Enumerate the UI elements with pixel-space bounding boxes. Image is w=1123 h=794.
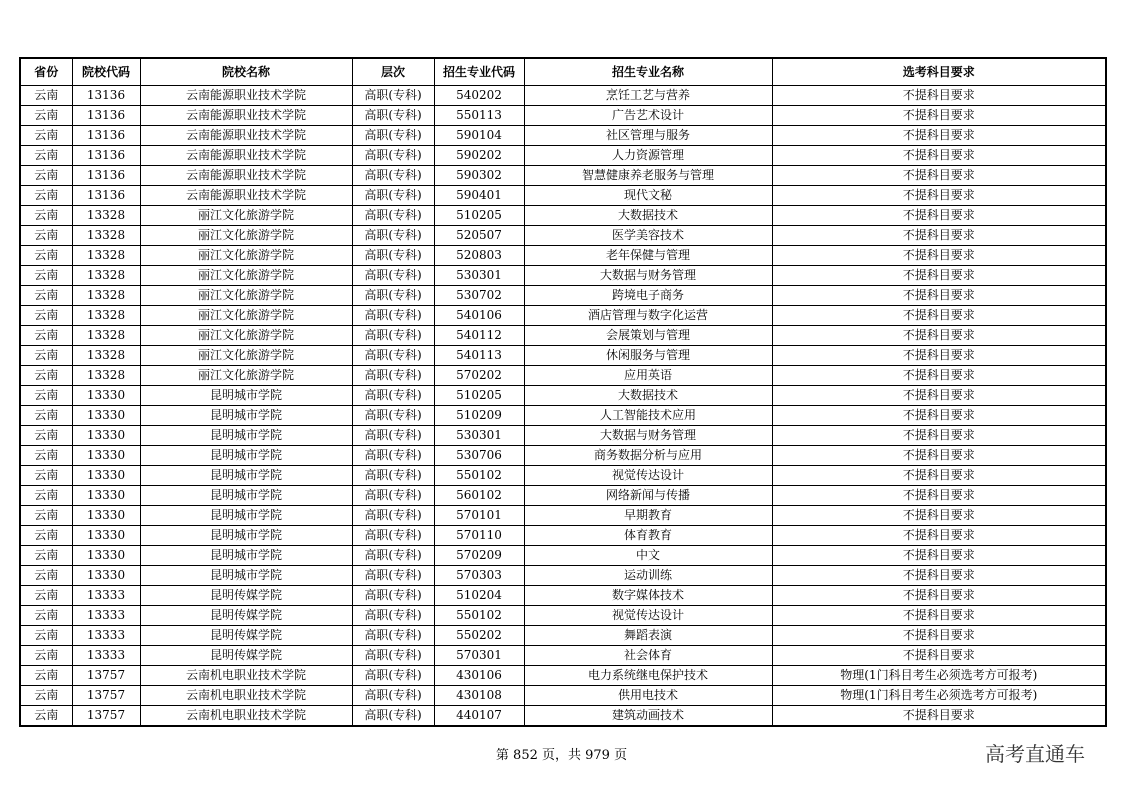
header-subject-req: 选考科目要求	[772, 58, 1106, 86]
table-row	[20, 686, 1106, 706]
cell-subject-req: 不提科目要求	[772, 346, 1106, 366]
cell-major-name: 广告艺术设计	[524, 106, 772, 126]
cell-major-name: 休闲服务与管理	[524, 346, 772, 366]
cell-subject-req: 不提科目要求	[772, 606, 1106, 626]
cell-school-name: 昆明城市学院	[140, 566, 352, 586]
cell-school-name: 丽江文化旅游学院	[140, 226, 352, 246]
cell-major-code: 510205	[434, 386, 524, 406]
cell-major-code: 430108	[434, 686, 524, 706]
cell-level: 高职(专科)	[352, 366, 434, 386]
header-school-code: 院校代码	[72, 58, 140, 86]
cell-school-code: 13328	[72, 246, 140, 266]
table-row	[20, 266, 1106, 286]
cell-province: 云南	[20, 526, 72, 546]
cell-major-name: 人工智能技术应用	[524, 406, 772, 426]
cell-level: 高职(专科)	[352, 306, 434, 326]
cell-subject-req: 物理(1门科目考生必须选考方可报考)	[772, 666, 1106, 686]
cell-school-name: 丽江文化旅游学院	[140, 206, 352, 226]
cell-school-name: 云南能源职业技术学院	[140, 126, 352, 146]
cell-major-name: 社区管理与服务	[524, 126, 772, 146]
cell-school-name: 昆明城市学院	[140, 386, 352, 406]
cell-major-code: 530301	[434, 266, 524, 286]
table-row	[20, 86, 1106, 106]
cell-level: 高职(专科)	[352, 666, 434, 686]
cell-school-code: 13330	[72, 466, 140, 486]
cell-province: 云南	[20, 626, 72, 646]
cell-school-code: 13136	[72, 186, 140, 206]
cell-major-code: 510209	[434, 406, 524, 426]
cell-school-code: 13328	[72, 326, 140, 346]
cell-school-code: 13328	[72, 346, 140, 366]
cell-school-name: 丽江文化旅游学院	[140, 346, 352, 366]
cell-level: 高职(专科)	[352, 546, 434, 566]
table-row	[20, 286, 1106, 306]
header-major-code: 招生专业代码	[434, 58, 524, 86]
cell-school-code: 13330	[72, 506, 140, 526]
table-row	[20, 546, 1106, 566]
cell-school-code: 13330	[72, 546, 140, 566]
cell-province: 云南	[20, 466, 72, 486]
cell-school-code: 13330	[72, 566, 140, 586]
cell-school-code: 13330	[72, 526, 140, 546]
cell-province: 云南	[20, 646, 72, 666]
cell-major-name: 医学美容技术	[524, 226, 772, 246]
cell-province: 云南	[20, 486, 72, 506]
cell-level: 高职(专科)	[352, 226, 434, 246]
table-row	[20, 346, 1106, 366]
cell-province: 云南	[20, 706, 72, 727]
cell-level: 高职(专科)	[352, 206, 434, 226]
header-province: 省份	[20, 58, 72, 86]
cell-school-name: 昆明城市学院	[140, 466, 352, 486]
cell-province: 云南	[20, 386, 72, 406]
cell-level: 高职(专科)	[352, 266, 434, 286]
cell-province: 云南	[20, 446, 72, 466]
cell-major-name: 大数据与财务管理	[524, 266, 772, 286]
cell-school-name: 昆明城市学院	[140, 426, 352, 446]
cell-subject-req: 不提科目要求	[772, 546, 1106, 566]
cell-major-code: 560102	[434, 486, 524, 506]
cell-major-name: 数字媒体技术	[524, 586, 772, 606]
cell-level: 高职(专科)	[352, 626, 434, 646]
cell-major-code: 550102	[434, 466, 524, 486]
cell-major-code: 570110	[434, 526, 524, 546]
table-row	[20, 106, 1106, 126]
table-row	[20, 446, 1106, 466]
cell-level: 高职(专科)	[352, 86, 434, 106]
table-body	[20, 86, 1106, 727]
cell-subject-req: 不提科目要求	[772, 426, 1106, 446]
cell-school-name: 昆明传媒学院	[140, 626, 352, 646]
cell-level: 高职(专科)	[352, 466, 434, 486]
cell-province: 云南	[20, 326, 72, 346]
cell-major-name: 酒店管理与数字化运营	[524, 306, 772, 326]
cell-school-name: 云南能源职业技术学院	[140, 186, 352, 206]
cell-school-code: 13330	[72, 426, 140, 446]
cell-school-code: 13136	[72, 86, 140, 106]
cell-province: 云南	[20, 266, 72, 286]
cell-school-code: 13333	[72, 586, 140, 606]
cell-school-name: 云南能源职业技术学院	[140, 166, 352, 186]
cell-subject-req: 不提科目要求	[772, 86, 1106, 106]
cell-major-code: 590302	[434, 166, 524, 186]
cell-major-code: 570101	[434, 506, 524, 526]
cell-subject-req: 不提科目要求	[772, 126, 1106, 146]
cell-major-name: 大数据技术	[524, 386, 772, 406]
table-row	[20, 626, 1106, 646]
cell-subject-req: 不提科目要求	[772, 226, 1106, 246]
cell-major-code: 530702	[434, 286, 524, 306]
cell-major-name: 智慧健康养老服务与管理	[524, 166, 772, 186]
cell-province: 云南	[20, 86, 72, 106]
cell-subject-req: 不提科目要求	[772, 266, 1106, 286]
cell-subject-req: 物理(1门科目考生必须选考方可报考)	[772, 686, 1106, 706]
cell-province: 云南	[20, 346, 72, 366]
cell-school-code: 13328	[72, 266, 140, 286]
cell-subject-req: 不提科目要求	[772, 446, 1106, 466]
cell-major-code: 530301	[434, 426, 524, 446]
cell-school-name: 丽江文化旅游学院	[140, 366, 352, 386]
cell-major-code: 540112	[434, 326, 524, 346]
header-major-name: 招生专业名称	[524, 58, 772, 86]
cell-school-code: 13136	[72, 126, 140, 146]
table-row	[20, 366, 1106, 386]
cell-school-name: 丽江文化旅游学院	[140, 266, 352, 286]
cell-subject-req: 不提科目要求	[772, 706, 1106, 727]
cell-subject-req: 不提科目要求	[772, 386, 1106, 406]
cell-subject-req: 不提科目要求	[772, 186, 1106, 206]
cell-level: 高职(专科)	[352, 586, 434, 606]
cell-major-name: 视觉传达设计	[524, 466, 772, 486]
table-row	[20, 586, 1106, 606]
cell-level: 高职(专科)	[352, 566, 434, 586]
cell-school-name: 昆明城市学院	[140, 546, 352, 566]
cell-school-code: 13136	[72, 146, 140, 166]
cell-school-code: 13328	[72, 286, 140, 306]
cell-major-name: 人力资源管理	[524, 146, 772, 166]
cell-major-name: 老年保健与管理	[524, 246, 772, 266]
cell-school-code: 13330	[72, 406, 140, 426]
page-number: 第 852 页，共 979 页	[495, 748, 628, 763]
cell-school-name: 昆明传媒学院	[140, 646, 352, 666]
admissions-table	[19, 57, 1107, 727]
cell-province: 云南	[20, 226, 72, 246]
cell-level: 高职(专科)	[352, 446, 434, 466]
cell-province: 云南	[20, 186, 72, 206]
cell-subject-req: 不提科目要求	[772, 146, 1106, 166]
table-row	[20, 706, 1106, 727]
cell-major-name: 大数据技术	[524, 206, 772, 226]
cell-province: 云南	[20, 166, 72, 186]
cell-school-code: 13333	[72, 646, 140, 666]
cell-school-code: 13328	[72, 306, 140, 326]
cell-province: 云南	[20, 546, 72, 566]
cell-level: 高职(专科)	[352, 166, 434, 186]
cell-school-name: 昆明传媒学院	[140, 606, 352, 626]
cell-school-name: 昆明城市学院	[140, 406, 352, 426]
cell-school-name: 丽江文化旅游学院	[140, 246, 352, 266]
cell-level: 高职(专科)	[352, 246, 434, 266]
table-row	[20, 166, 1106, 186]
table-row	[20, 246, 1106, 266]
cell-major-name: 建筑动画技术	[524, 706, 772, 727]
cell-subject-req: 不提科目要求	[772, 406, 1106, 426]
cell-level: 高职(专科)	[352, 686, 434, 706]
cell-major-name: 商务数据分析与应用	[524, 446, 772, 466]
cell-major-name: 跨境电子商务	[524, 286, 772, 306]
header-school-name: 院校名称	[140, 58, 352, 86]
cell-major-name: 会展策划与管理	[524, 326, 772, 346]
cell-subject-req: 不提科目要求	[772, 286, 1106, 306]
cell-province: 云南	[20, 126, 72, 146]
cell-school-code: 13136	[72, 166, 140, 186]
cell-school-name: 丽江文化旅游学院	[140, 326, 352, 346]
cell-major-code: 540106	[434, 306, 524, 326]
cell-subject-req: 不提科目要求	[772, 306, 1106, 326]
header-level: 层次	[352, 58, 434, 86]
cell-major-code: 520803	[434, 246, 524, 266]
cell-school-code: 13757	[72, 666, 140, 686]
cell-major-name: 中文	[524, 546, 772, 566]
cell-major-name: 大数据与财务管理	[524, 426, 772, 446]
cell-province: 云南	[20, 686, 72, 706]
cell-subject-req: 不提科目要求	[772, 586, 1106, 606]
cell-major-code: 540202	[434, 86, 524, 106]
cell-major-name: 网络新闻与传播	[524, 486, 772, 506]
table-header-row	[20, 58, 1106, 86]
cell-school-name: 昆明传媒学院	[140, 586, 352, 606]
cell-school-name: 丽江文化旅游学院	[140, 286, 352, 306]
cell-school-code: 13328	[72, 206, 140, 226]
cell-subject-req: 不提科目要求	[772, 326, 1106, 346]
cell-subject-req: 不提科目要求	[772, 106, 1106, 126]
cell-subject-req: 不提科目要求	[772, 246, 1106, 266]
cell-level: 高职(专科)	[352, 506, 434, 526]
cell-subject-req: 不提科目要求	[772, 646, 1106, 666]
cell-level: 高职(专科)	[352, 146, 434, 166]
watermark-text: 高考直通车	[985, 742, 1085, 766]
cell-province: 云南	[20, 106, 72, 126]
table-row	[20, 326, 1106, 346]
cell-level: 高职(专科)	[352, 606, 434, 626]
cell-province: 云南	[20, 366, 72, 386]
cell-school-name: 昆明城市学院	[140, 526, 352, 546]
cell-school-name: 丽江文化旅游学院	[140, 306, 352, 326]
cell-school-name: 云南机电职业技术学院	[140, 686, 352, 706]
cell-major-name: 社会体育	[524, 646, 772, 666]
table-row	[20, 646, 1106, 666]
cell-major-code: 550113	[434, 106, 524, 126]
cell-major-name: 舞蹈表演	[524, 626, 772, 646]
cell-major-name: 现代文秘	[524, 186, 772, 206]
cell-school-name: 云南能源职业技术学院	[140, 86, 352, 106]
cell-level: 高职(专科)	[352, 186, 434, 206]
cell-subject-req: 不提科目要求	[772, 626, 1106, 646]
cell-major-name: 电力系统继电保护技术	[524, 666, 772, 686]
cell-school-code: 13333	[72, 606, 140, 626]
cell-major-name: 体育教育	[524, 526, 772, 546]
cell-subject-req: 不提科目要求	[772, 566, 1106, 586]
table-row	[20, 126, 1106, 146]
cell-school-code: 13757	[72, 686, 140, 706]
cell-level: 高职(专科)	[352, 286, 434, 306]
cell-level: 高职(专科)	[352, 486, 434, 506]
cell-province: 云南	[20, 146, 72, 166]
cell-major-code: 510205	[434, 206, 524, 226]
table-row	[20, 466, 1106, 486]
table-row	[20, 306, 1106, 326]
cell-school-name: 昆明城市学院	[140, 446, 352, 466]
cell-major-name: 供用电技术	[524, 686, 772, 706]
cell-major-code: 520507	[434, 226, 524, 246]
cell-major-code: 590104	[434, 126, 524, 146]
cell-major-code: 430106	[434, 666, 524, 686]
cell-major-code: 550102	[434, 606, 524, 626]
cell-major-name: 运动训练	[524, 566, 772, 586]
cell-level: 高职(专科)	[352, 406, 434, 426]
cell-province: 云南	[20, 586, 72, 606]
cell-subject-req: 不提科目要求	[772, 506, 1106, 526]
table-row	[20, 606, 1106, 626]
cell-school-code: 13757	[72, 706, 140, 727]
cell-major-code: 570303	[434, 566, 524, 586]
cell-major-code: 570209	[434, 546, 524, 566]
cell-province: 云南	[20, 606, 72, 626]
cell-province: 云南	[20, 406, 72, 426]
cell-major-code: 590202	[434, 146, 524, 166]
cell-major-code: 510204	[434, 586, 524, 606]
table-row	[20, 486, 1106, 506]
cell-level: 高职(专科)	[352, 126, 434, 146]
cell-major-name: 烹饪工艺与营养	[524, 86, 772, 106]
cell-level: 高职(专科)	[352, 526, 434, 546]
table-row	[20, 506, 1106, 526]
cell-subject-req: 不提科目要求	[772, 206, 1106, 226]
table-row	[20, 206, 1106, 226]
cell-school-code: 13328	[72, 226, 140, 246]
cell-province: 云南	[20, 506, 72, 526]
table-row	[20, 146, 1106, 166]
cell-major-code: 440107	[434, 706, 524, 727]
cell-subject-req: 不提科目要求	[772, 486, 1106, 506]
cell-major-code: 570301	[434, 646, 524, 666]
cell-school-name: 云南能源职业技术学院	[140, 146, 352, 166]
cell-major-code: 570202	[434, 366, 524, 386]
cell-major-name: 应用英语	[524, 366, 772, 386]
cell-major-code: 530706	[434, 446, 524, 466]
table-row	[20, 566, 1106, 586]
cell-province: 云南	[20, 666, 72, 686]
table-row	[20, 226, 1106, 246]
cell-school-name: 云南机电职业技术学院	[140, 706, 352, 727]
cell-subject-req: 不提科目要求	[772, 166, 1106, 186]
cell-level: 高职(专科)	[352, 346, 434, 366]
cell-school-code: 13330	[72, 386, 140, 406]
cell-major-name: 视觉传达设计	[524, 606, 772, 626]
cell-school-name: 云南机电职业技术学院	[140, 666, 352, 686]
cell-province: 云南	[20, 206, 72, 226]
cell-school-code: 13328	[72, 366, 140, 386]
cell-school-code: 13333	[72, 626, 140, 646]
cell-major-name: 早期教育	[524, 506, 772, 526]
cell-level: 高职(专科)	[352, 106, 434, 126]
table-row	[20, 186, 1106, 206]
cell-school-code: 13330	[72, 446, 140, 466]
table-row	[20, 406, 1106, 426]
cell-subject-req: 不提科目要求	[772, 366, 1106, 386]
cell-level: 高职(专科)	[352, 426, 434, 446]
cell-province: 云南	[20, 306, 72, 326]
cell-level: 高职(专科)	[352, 386, 434, 406]
table-row	[20, 386, 1106, 406]
table-row	[20, 666, 1106, 686]
cell-subject-req: 不提科目要求	[772, 466, 1106, 486]
cell-major-code: 540113	[434, 346, 524, 366]
cell-province: 云南	[20, 566, 72, 586]
cell-province: 云南	[20, 286, 72, 306]
table-row	[20, 526, 1106, 546]
cell-level: 高职(专科)	[352, 646, 434, 666]
cell-subject-req: 不提科目要求	[772, 526, 1106, 546]
cell-school-code: 13136	[72, 106, 140, 126]
cell-major-code: 590401	[434, 186, 524, 206]
cell-school-name: 昆明城市学院	[140, 486, 352, 506]
cell-province: 云南	[20, 246, 72, 266]
cell-province: 云南	[20, 426, 72, 446]
cell-level: 高职(专科)	[352, 326, 434, 346]
cell-school-name: 云南能源职业技术学院	[140, 106, 352, 126]
cell-level: 高职(专科)	[352, 706, 434, 727]
table-row	[20, 426, 1106, 446]
cell-school-code: 13330	[72, 486, 140, 506]
cell-major-code: 550202	[434, 626, 524, 646]
cell-school-name: 昆明城市学院	[140, 506, 352, 526]
